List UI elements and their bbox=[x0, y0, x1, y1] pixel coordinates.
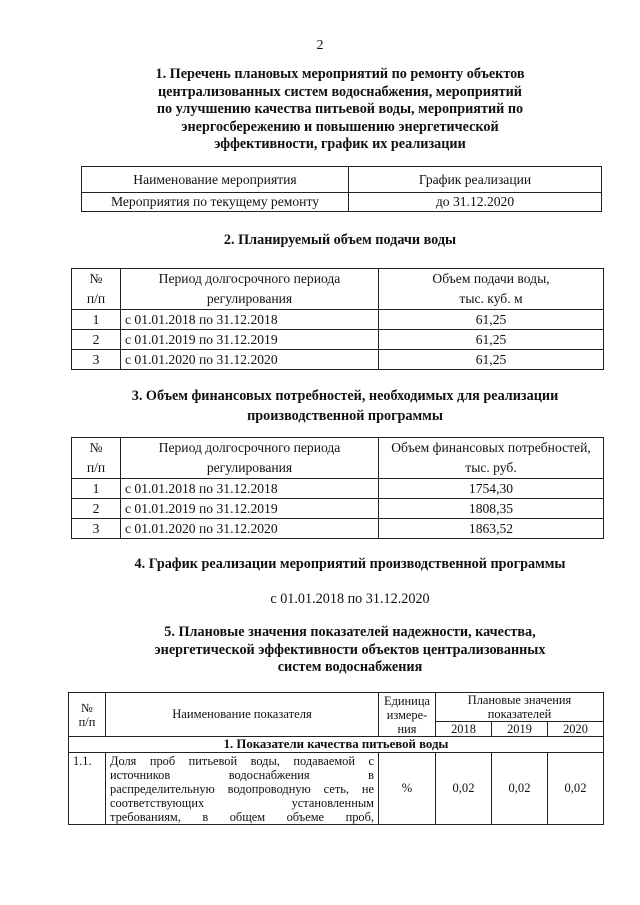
row-number: 2 bbox=[72, 499, 121, 519]
heading-line: 1. Перечень плановых мероприятий по ремонту объектов bbox=[155, 66, 525, 82]
name-line: распределительную водопроводную сеть, не bbox=[110, 782, 374, 796]
value-cell: 0,02 bbox=[492, 753, 548, 825]
year-header: 2018 bbox=[436, 722, 492, 737]
period-cell: с 01.01.2019 по 31.12.2019 bbox=[121, 499, 379, 519]
table-header bbox=[379, 438, 604, 479]
header-line: регулирования bbox=[206, 460, 293, 475]
name-line: Доля проб питьевой воды, подаваемой с bbox=[110, 754, 374, 768]
table-cell: Мероприятия по текущему ремонту bbox=[82, 193, 349, 212]
heading-line: 5. Плановые значения показателей надежности, качества, bbox=[164, 624, 536, 640]
table-row bbox=[72, 519, 604, 539]
header-line: № bbox=[89, 271, 103, 286]
header-line: Плановые значения bbox=[467, 693, 572, 707]
year-header: 2020 bbox=[548, 722, 604, 737]
header-line: п/п bbox=[86, 291, 106, 306]
table-header: Наименование мероприятия bbox=[82, 167, 349, 193]
table-row bbox=[72, 350, 604, 370]
table-header bbox=[72, 269, 121, 310]
value-cell: 0,02 bbox=[548, 753, 604, 825]
period-cell: с 01.01.2020 по 31.12.2020 bbox=[121, 519, 379, 539]
value-cell: 1808,35 bbox=[379, 499, 604, 519]
heading-line: 3. Объем финансовых потребностей, необходимых для реализации bbox=[131, 388, 559, 404]
header-line: измере- bbox=[386, 707, 428, 722]
heading-line: систем водоснабжения bbox=[277, 659, 423, 675]
header-line: ния bbox=[397, 721, 417, 736]
row-number: 1.1. bbox=[69, 753, 106, 825]
indicator-name bbox=[106, 753, 379, 825]
table-header bbox=[379, 693, 436, 737]
header-line: показателей bbox=[487, 707, 552, 721]
table-cell: до 31.12.2020 bbox=[349, 193, 602, 212]
header-line: Период долгосрочного периода bbox=[158, 440, 341, 455]
row-number: 1 bbox=[72, 479, 121, 499]
value-cell: 1754,30 bbox=[379, 479, 604, 499]
period-cell: с 01.01.2018 по 31.12.2018 bbox=[121, 479, 379, 499]
heading-line: энергетической эффективности объектов централизованных bbox=[154, 641, 546, 658]
value-cell: 0,02 bbox=[436, 753, 492, 825]
value-cell: 61,25 bbox=[379, 350, 604, 370]
table-header bbox=[379, 269, 604, 310]
value-cell: 1863,52 bbox=[379, 519, 604, 539]
section-2-heading: 2. Планируемый объем подачи воды bbox=[223, 232, 457, 248]
table-header: Наименование показателя bbox=[106, 693, 379, 737]
header-line: Объем финансовых потребностей, bbox=[391, 440, 591, 455]
period-cell: с 01.01.2020 по 31.12.2020 bbox=[121, 350, 379, 370]
table-row bbox=[72, 330, 604, 350]
heading-line: по улучшению качества питьевой воды, мероприятий по bbox=[156, 101, 524, 117]
header-line: п/п bbox=[86, 460, 106, 475]
table-header: График реализации bbox=[349, 167, 602, 193]
section-5-heading bbox=[60, 624, 640, 677]
header-line: № bbox=[81, 700, 93, 715]
unit-cell: % bbox=[379, 753, 436, 825]
indicators-table bbox=[68, 692, 604, 825]
group-row: 1. Показатели качества питьевой воды bbox=[69, 737, 604, 753]
table-header bbox=[69, 693, 106, 737]
header-line: регулирования bbox=[206, 291, 293, 306]
heading-line: энергосбережению и повышению энергетической bbox=[181, 118, 499, 135]
name-line: источников водоснабжения в bbox=[110, 768, 374, 782]
activities-table bbox=[81, 166, 602, 212]
heading-line: централизованных систем водоснабжения, мероприятий bbox=[158, 83, 522, 100]
table-header bbox=[121, 269, 379, 310]
row-number: 3 bbox=[72, 350, 121, 370]
section-3-heading bbox=[60, 386, 630, 426]
row-number: 2 bbox=[72, 330, 121, 350]
row-number: 3 bbox=[72, 519, 121, 539]
value-cell: 61,25 bbox=[379, 310, 604, 330]
heading-line: эффективности, график их реализации bbox=[214, 136, 466, 152]
period-cell: с 01.01.2019 по 31.12.2019 bbox=[121, 330, 379, 350]
header-line: Период долгосрочного периода bbox=[158, 271, 341, 286]
section-1-heading bbox=[60, 66, 620, 154]
page-number: 2 bbox=[316, 38, 324, 53]
header-line: тыс. руб. bbox=[465, 460, 517, 475]
section-4-heading: 4. График реализации мероприятий производственной программы bbox=[134, 556, 566, 572]
heading-line: производственной программы bbox=[247, 408, 443, 424]
name-line: требованиям, в общем объеме проб, bbox=[110, 810, 374, 824]
header-line: тыс. куб. м bbox=[459, 291, 523, 306]
section-4-period: с 01.01.2018 по 31.12.2020 bbox=[270, 591, 430, 607]
value-cell: 61,25 bbox=[379, 330, 604, 350]
header-line: Объем подачи воды, bbox=[432, 271, 550, 286]
header-line: п/п bbox=[78, 714, 96, 729]
water-supply-table bbox=[71, 268, 604, 370]
year-header: 2019 bbox=[492, 722, 548, 737]
table-header bbox=[72, 438, 121, 479]
table-row bbox=[69, 753, 604, 825]
header-line: Единица bbox=[384, 693, 430, 708]
table-row bbox=[72, 310, 604, 330]
table-row bbox=[72, 479, 604, 499]
header-line: № bbox=[89, 440, 103, 455]
name-line: соответствующих установленным bbox=[110, 796, 374, 810]
period-cell: с 01.01.2018 по 31.12.2018 bbox=[121, 310, 379, 330]
financial-needs-table bbox=[71, 437, 604, 539]
table-row bbox=[72, 499, 604, 519]
table-header bbox=[121, 438, 379, 479]
row-number: 1 bbox=[72, 310, 121, 330]
table-header bbox=[436, 693, 604, 722]
